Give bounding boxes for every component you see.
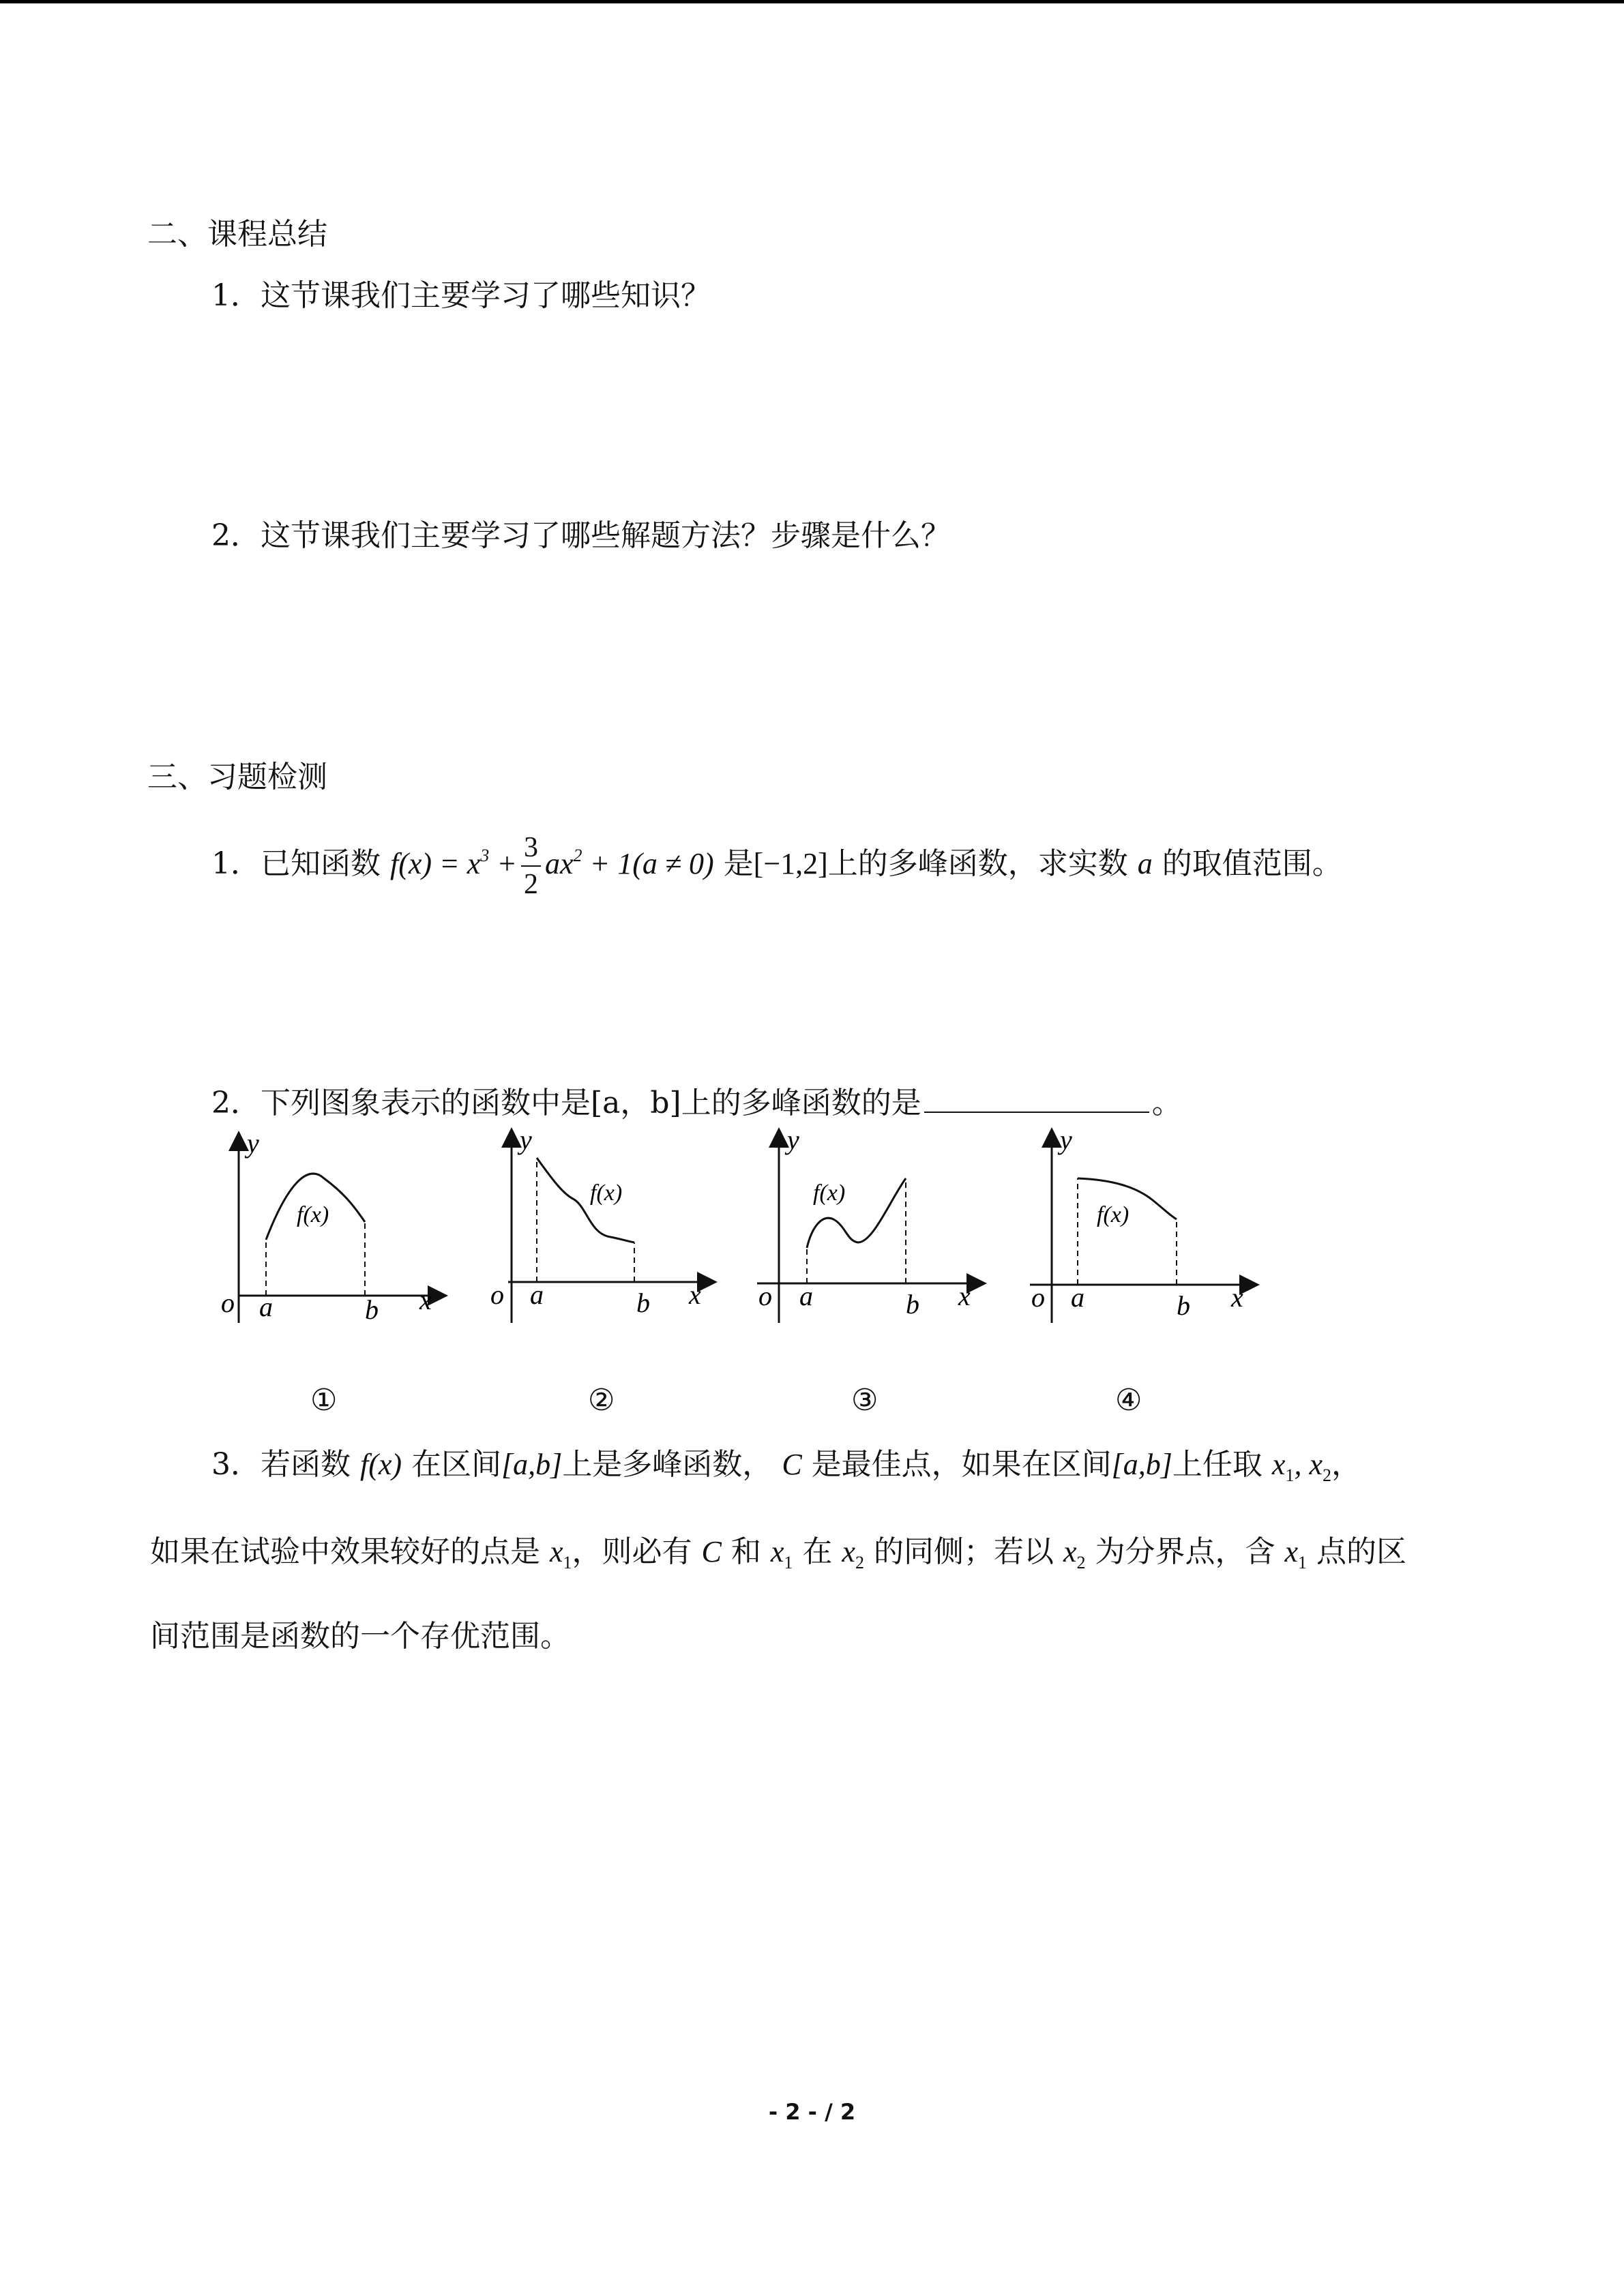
problem-2: [211, 1082, 1182, 1124]
x-label: x: [419, 1285, 432, 1315]
graph-number: ④: [1115, 1383, 1142, 1418]
x-label: x: [958, 1281, 971, 1311]
x2: $x_2$: [842, 1535, 864, 1572]
problem-2-text: 2．下列图象表示的函数中是[a，b]上的多峰函数的是: [211, 1086, 921, 1120]
section-heading: 二、课程总结: [147, 217, 327, 252]
problem-1-mid: 是: [723, 846, 754, 881]
problem-2-end: 。: [1151, 1086, 1182, 1120]
graph-4: [1023, 1125, 1262, 1337]
answer-blank[interactable]: [924, 1082, 1149, 1113]
origin-label: o: [221, 1287, 235, 1318]
graph-label: f(x): [1097, 1202, 1130, 1227]
text: 的同侧；若以: [873, 1534, 1054, 1569]
graph-2: [481, 1125, 720, 1337]
b-label: b: [906, 1289, 919, 1320]
problem-3-line-1: [211, 1444, 1361, 1496]
problem-1-prefix: 1．已知函数: [211, 846, 381, 881]
text: 上是多峰函数，: [562, 1447, 773, 1482]
text: ，: [1331, 1447, 1361, 1482]
origin-label: o: [758, 1281, 772, 1311]
page-number: - 2 - / 2: [768, 2099, 856, 2125]
fraction-3-2: $\frac{3}{2}$: [521, 830, 541, 902]
text: 点的区: [1316, 1534, 1407, 1569]
x1: $x_1$: [770, 1535, 793, 1572]
x1: $x_1$: [1284, 1535, 1308, 1572]
formula-rhs: $ax^2 + 1(a \ne 0)$: [544, 846, 714, 880]
x1: $x_1$: [550, 1535, 572, 1572]
section-heading: 三、习题检测: [147, 760, 327, 794]
b-label: b: [365, 1294, 379, 1325]
b-label: b: [636, 1287, 650, 1318]
text: 如果在试验中效果较好的点是: [150, 1534, 540, 1569]
problem-1-suffix: 上的多峰函数，求实数: [827, 846, 1128, 881]
graph-label: f(x): [813, 1180, 846, 1206]
text: 和: [730, 1534, 761, 1569]
y-label: y: [1060, 1125, 1072, 1155]
a-label: a: [530, 1279, 544, 1310]
origin-label: o: [490, 1279, 504, 1310]
x1-x2: $x_1$, $x_2$: [1271, 1448, 1331, 1485]
problem-1-end: 的取值范围。: [1162, 846, 1342, 881]
formula-lhs: $f(x) = x^3$ +: [390, 846, 517, 880]
graph-3: [750, 1125, 989, 1337]
top-border: [0, 0, 1624, 3]
point-C: C: [782, 1448, 802, 1481]
graph-1: [211, 1125, 450, 1337]
text: 上任取: [1172, 1447, 1263, 1482]
graph-label: f(x): [297, 1202, 329, 1227]
origin-label: o: [1031, 1282, 1045, 1313]
text: 是最佳点，如果在区间: [811, 1447, 1112, 1482]
x-label: x: [689, 1279, 701, 1310]
x-label: x: [1231, 1282, 1243, 1313]
problem-1: [211, 818, 1342, 900]
a-label: a: [799, 1281, 813, 1311]
text: 在: [802, 1534, 833, 1569]
text: ，则必有: [572, 1534, 692, 1569]
graph-label: f(x): [590, 1180, 623, 1206]
y-label: y: [247, 1128, 259, 1159]
a-label: a: [1071, 1282, 1084, 1313]
text: 3．若函数: [211, 1447, 351, 1482]
interval-ab: [a,b]: [501, 1448, 563, 1481]
text: 在区间: [411, 1447, 502, 1482]
graph-number: ①: [310, 1383, 338, 1418]
problem-3-line-3: 间范围是函数的一个存优范围。: [150, 1619, 570, 1654]
interval-ab: [a,b]: [1111, 1448, 1172, 1481]
graph-number: ②: [588, 1383, 615, 1418]
variable-a: a: [1137, 847, 1153, 880]
a-label: a: [259, 1292, 273, 1322]
question-1: 1．这节课我们主要学习了哪些知识？: [211, 278, 711, 313]
y-label: y: [787, 1125, 799, 1155]
y-label: y: [520, 1125, 532, 1155]
fx: f(x): [360, 1448, 402, 1481]
b-label: b: [1177, 1290, 1190, 1321]
interval: [−1,2]: [753, 847, 828, 880]
graph-number: ③: [851, 1383, 879, 1418]
question-2: 2．这节课我们主要学习了哪些解题方法？步骤是什么？: [211, 518, 951, 553]
x2: $x_2$: [1063, 1535, 1086, 1572]
text: 为分界点，含: [1095, 1534, 1275, 1569]
problem-3-line-2: [150, 1532, 1406, 1583]
point-C: C: [701, 1535, 722, 1568]
